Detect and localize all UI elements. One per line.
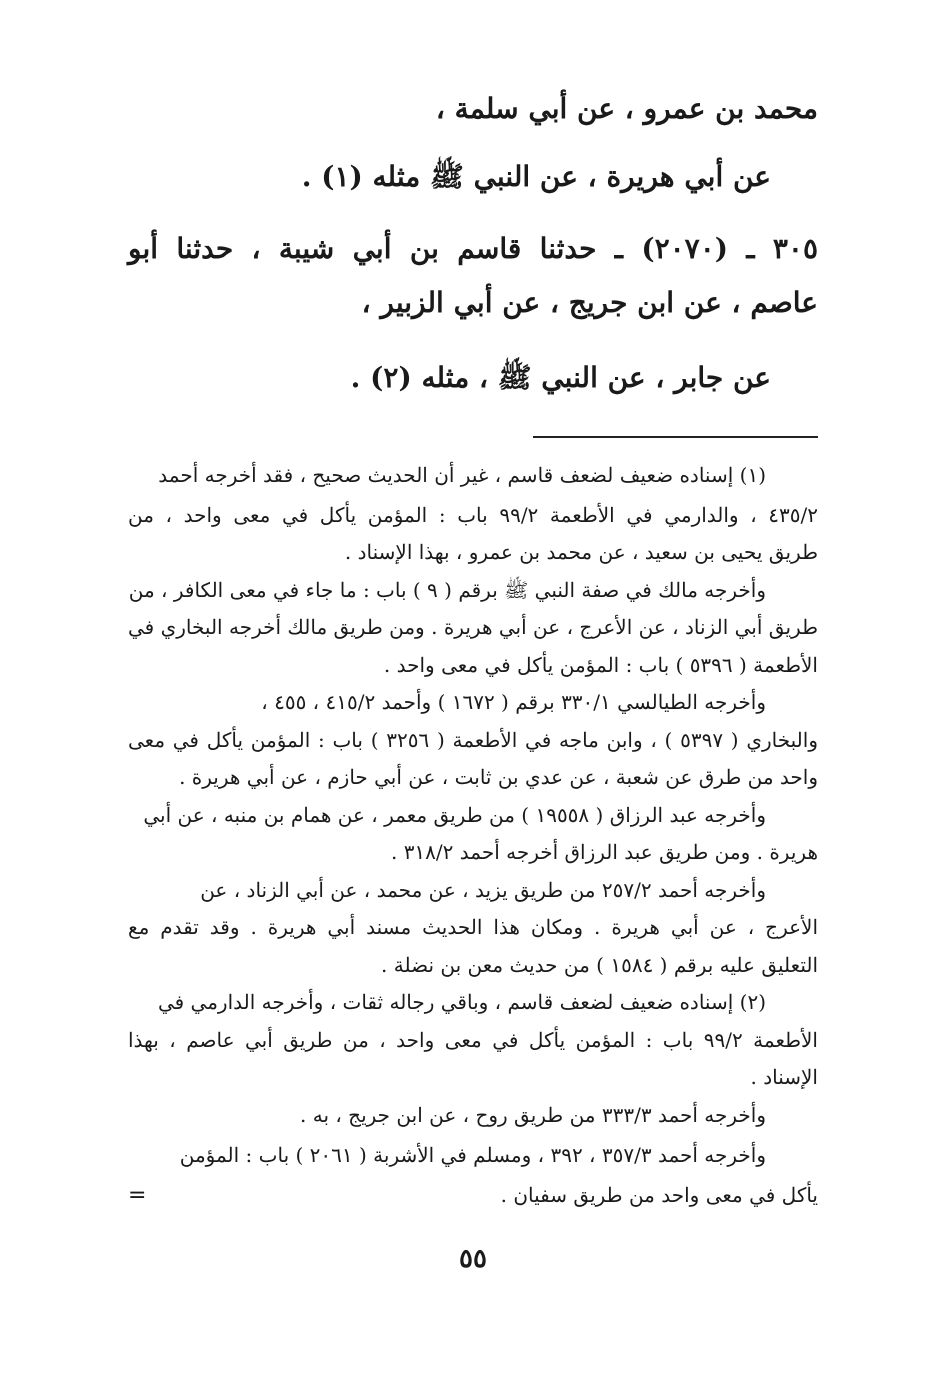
main-text-line-4: عاصم ، عن ابن جريج ، عن أبي الزبير ، — [361, 286, 818, 319]
main-text-line-2: عن أبي هريرة ، عن النبي ﷺ مثله (١) . — [301, 160, 771, 193]
footnote-line: واحد من طرق عن شعبة ، عن عدي بن ثابت ، عن أبي حازم ، عن أبي هريرة . — [179, 765, 818, 789]
footnote-line: الأطعمة ( ٥٣٩٦ ) باب : المؤمن يأكل في معى واحد . — [383, 653, 818, 677]
footnote-line: وأخرجه أحمد ٣٥٧/٣ ، ٣٩٢ ، ومسلم في الأشربة ( ٢٠٦١ ) باب : المؤمن — [179, 1143, 766, 1167]
footnote-line: طريق أبي الزناد ، عن الأعرج ، عن أبي هريرة . ومن طريق مالك أخرجه البخاري في — [128, 615, 818, 639]
footnote-line: وأخرجه مالك في صفة النبي ﷺ برقم ( ٩ ) باب : ما جاء في معى الكافر ، من — [128, 578, 766, 602]
footnote-line: وأخرجه أحمد ٢٥٧/٢ من طريق يزيد ، عن محمد ، عن أبي الزناد ، عن — [200, 878, 766, 902]
continuation-mark: = — [128, 1183, 147, 1208]
footnote-line: وأخرجه الطيالسي ٣٣٠/١ برقم ( ١٦٧٢ ) وأحمد ٤١٥/٢ ، ٤٥٥ ، — [261, 690, 766, 714]
footnote-line: هريرة . ومن طريق عبد الرزاق أخرجه أحمد ٣١٨/٢ . — [390, 840, 818, 864]
footnote-line: التعليق عليه برقم ( ١٥٨٤ ) من حديث معن بن نضلة . — [381, 953, 818, 977]
footnote-line: الإسناد . — [750, 1065, 818, 1089]
footnote-line: والبخاري ( ٥٣٩٧ ) ، وابن ماجه في الأطعمة ( ٣٢٥٦ ) باب : المؤمن يأكل في معى — [128, 728, 818, 752]
footnote-line: وأخرجه عبد الرزاق ( ١٩٥٥٨ ) من طريق معمر ، عن همام بن منبه ، عن أبي — [143, 803, 766, 827]
footnote-divider — [533, 436, 818, 438]
footnote-line: طريق يحيى بن سعيد ، عن محمد بن عمرو ، بهذا الإسناد . — [344, 540, 818, 564]
main-text-line-5: عن جابر ، عن النبي ﷺ ، مثله (٢) . — [350, 361, 771, 394]
footnote-line: الأعرج ، عن أبي هريرة . ومكان هذا الحديث مسند أبي هريرة . وقد تقدم مع — [128, 915, 818, 939]
footnote-line: يأكل في معى واحد من طريق سفيان . — [500, 1183, 818, 1207]
footnote-line: (١) إسناده ضعيف لضعف قاسم ، غير أن الحديث صحيح ، فقد أخرجه أحمد — [158, 463, 766, 487]
page-number: ٥٥ — [459, 1244, 487, 1274]
main-text-line-3: ٣٠٥ ـ (٢٠٧٠) ـ حدثنا قاسم بن أبي شيبة ، حدثنا أبو — [128, 232, 818, 265]
main-text-line-1: محمد بن عمرو ، عن أبي سلمة ، — [435, 92, 818, 125]
footnote-line: وأخرجه أحمد ٣٣٣/٣ من طريق روح ، عن ابن جريج ، به . — [300, 1103, 766, 1127]
footnote-line: (٢) إسناده ضعيف لضعف قاسم ، وباقي رجاله ثقات ، وأخرجه الدارمي في — [157, 990, 766, 1014]
footnote-line: ٤٣٥/٢ ، والدارمي في الأطعمة ٩٩/٢ باب : المؤمن يأكل في معى واحد ، من — [128, 503, 819, 527]
footnote-line: الأطعمة ٩٩/٢ باب : المؤمن يأكل في معى واحد ، من طريق أبي عاصم ، بهذا — [128, 1028, 818, 1052]
